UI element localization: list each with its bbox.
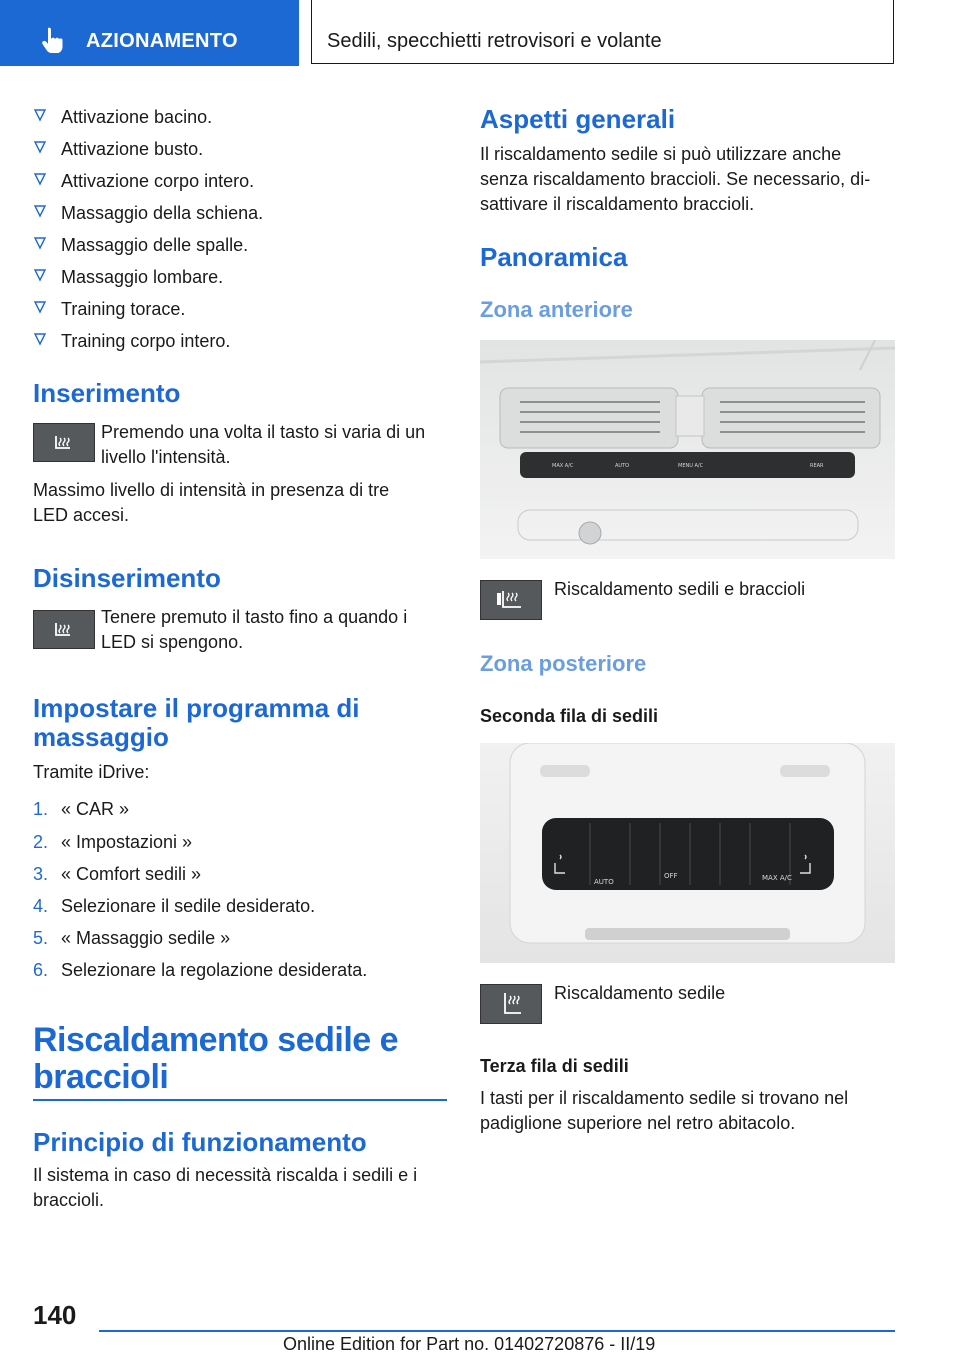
svg-text:OFF: OFF [664,872,678,880]
svg-text:REAR: REAR [810,463,824,469]
triangle-bullet-icon [33,331,47,347]
anteriore-icon-label: Riscaldamento sedili e braccioli [554,579,806,599]
triangle-bullet-icon [33,203,47,219]
section-heading-principio: Principio di funzionamento [33,1127,367,1157]
list-item-text: Training torace. [61,299,186,319]
step-text: « CAR » [61,799,130,819]
subheading-anteriore: Zona anteriore [480,297,633,322]
inserimento-icon-text-2: livello l'intensità. [101,447,231,467]
inserimento-para-2: LED accesi. [33,505,130,525]
chapter-title-box [311,0,894,64]
triangle-bullet-icon [33,107,47,123]
section-heading-programma-1: Impostare il programma di [33,693,360,723]
list-item-text: Attivazione busto. [61,139,204,159]
seat-heating-icon [33,610,95,649]
svg-text:MAX A/C: MAX A/C [552,463,574,469]
step-text: « Massaggio sedile » [61,928,231,948]
triangle-bullet-icon [33,299,47,315]
chapter-title: Sedili, specchietti retrovisori e volante [327,30,662,52]
list-item-text: Attivazione corpo intero. [61,171,255,191]
heading-rule [33,1099,447,1101]
section-heading-disinserimento: Disinserimento [33,563,221,593]
inserimento-para-1: Massimo livello di intensità in presenza di tre [33,480,390,500]
rear-climate-panel-image [480,743,895,963]
step-text: « Comfort sedili » [61,864,202,884]
step-number: 5. [33,928,49,948]
section-heading-aspetti: Aspetti generali [480,104,676,134]
disinserimento-icon-text-1: Tenere premuto il tasto fino a quando i [101,607,408,627]
triangle-bullet-icon [33,139,47,155]
terza-para-2: padiglione superiore nel retro abitacolo. [480,1113,796,1133]
section-heading-panoramica: Panoramica [480,242,628,272]
step-text: « Impostazioni » [61,832,193,852]
pointing-hand-icon [38,26,68,56]
front-climate-panel-image [480,340,895,559]
triangle-bullet-icon [33,235,47,251]
seat-armrest-heating-icon [480,580,542,620]
page-number: 140 [33,1300,77,1330]
aspetti-para-3: sattivare il riscaldamento braccioli. [480,194,755,214]
principio-para-1: Il sistema in caso di necessità riscalda i sedili e i [33,1165,418,1185]
list-item-text: Training corpo intero. [61,331,231,351]
terza-para-1: I tasti per il riscaldamento sedile si trovano nel [480,1088,849,1108]
list-item-text: Massaggio delle spalle. [61,235,249,255]
step-number: 1. [33,799,49,819]
step-text: Selezionare il sedile desiderato. [61,896,316,916]
chapter-tab [0,0,299,66]
step-number: 3. [33,864,49,884]
aspetti-para-1: Il riscaldamento sedile si può utilizzare anche [480,144,842,164]
seat-heating-icon [33,423,95,462]
footer-edition: Online Edition for Part no. 01402720876 - II/19 [283,1334,656,1354]
subheading-posteriore: Zona posteriore [480,651,647,676]
inserimento-icon-text-1: Premendo una volta il tasto si varia di un [101,422,426,442]
principio-para-2: braccioli. [33,1190,105,1210]
chapter-heading-riscaldamento-1: Riscaldamento sedile e [33,1021,399,1059]
aspetti-para-2: senza riscaldamento braccioli. Se necessario, di- [480,169,871,189]
list-item-text: Massaggio della schiena. [61,203,264,223]
programma-intro: Tramite iDrive: [33,762,150,782]
subheading-seconda-fila: Seconda fila di sedili [480,706,659,726]
step-number: 6. [33,960,49,980]
step-number: 2. [33,832,49,852]
step-text: Selezionare la regolazione desiderata. [61,960,368,980]
svg-text:MAX A/C: MAX A/C [762,874,792,882]
triangle-bullet-icon [33,267,47,283]
posteriore-icon-label: Riscaldamento sedile [554,983,726,1003]
subheading-terza-fila: Terza fila di sedili [480,1056,629,1076]
seat-heating-icon [480,984,542,1024]
chapter-heading-riscaldamento-2: braccioli [33,1058,169,1096]
section-heading-inserimento: Inserimento [33,378,181,408]
triangle-bullet-icon [33,171,47,187]
chapter-tab-label: AZIONAMENTO [86,30,238,52]
list-item-text: Attivazione bacino. [61,107,213,127]
list-item-text: Massaggio lombare. [61,267,224,287]
svg-text:AUTO: AUTO [615,463,630,469]
disinserimento-icon-text-2: LED si spengono. [101,632,244,652]
section-heading-programma-2: massaggio [33,722,169,752]
svg-text:MENU A/C: MENU A/C [678,463,704,469]
svg-text:AUTO: AUTO [594,878,614,886]
step-number: 4. [33,896,49,916]
footer-rule [99,1330,895,1332]
